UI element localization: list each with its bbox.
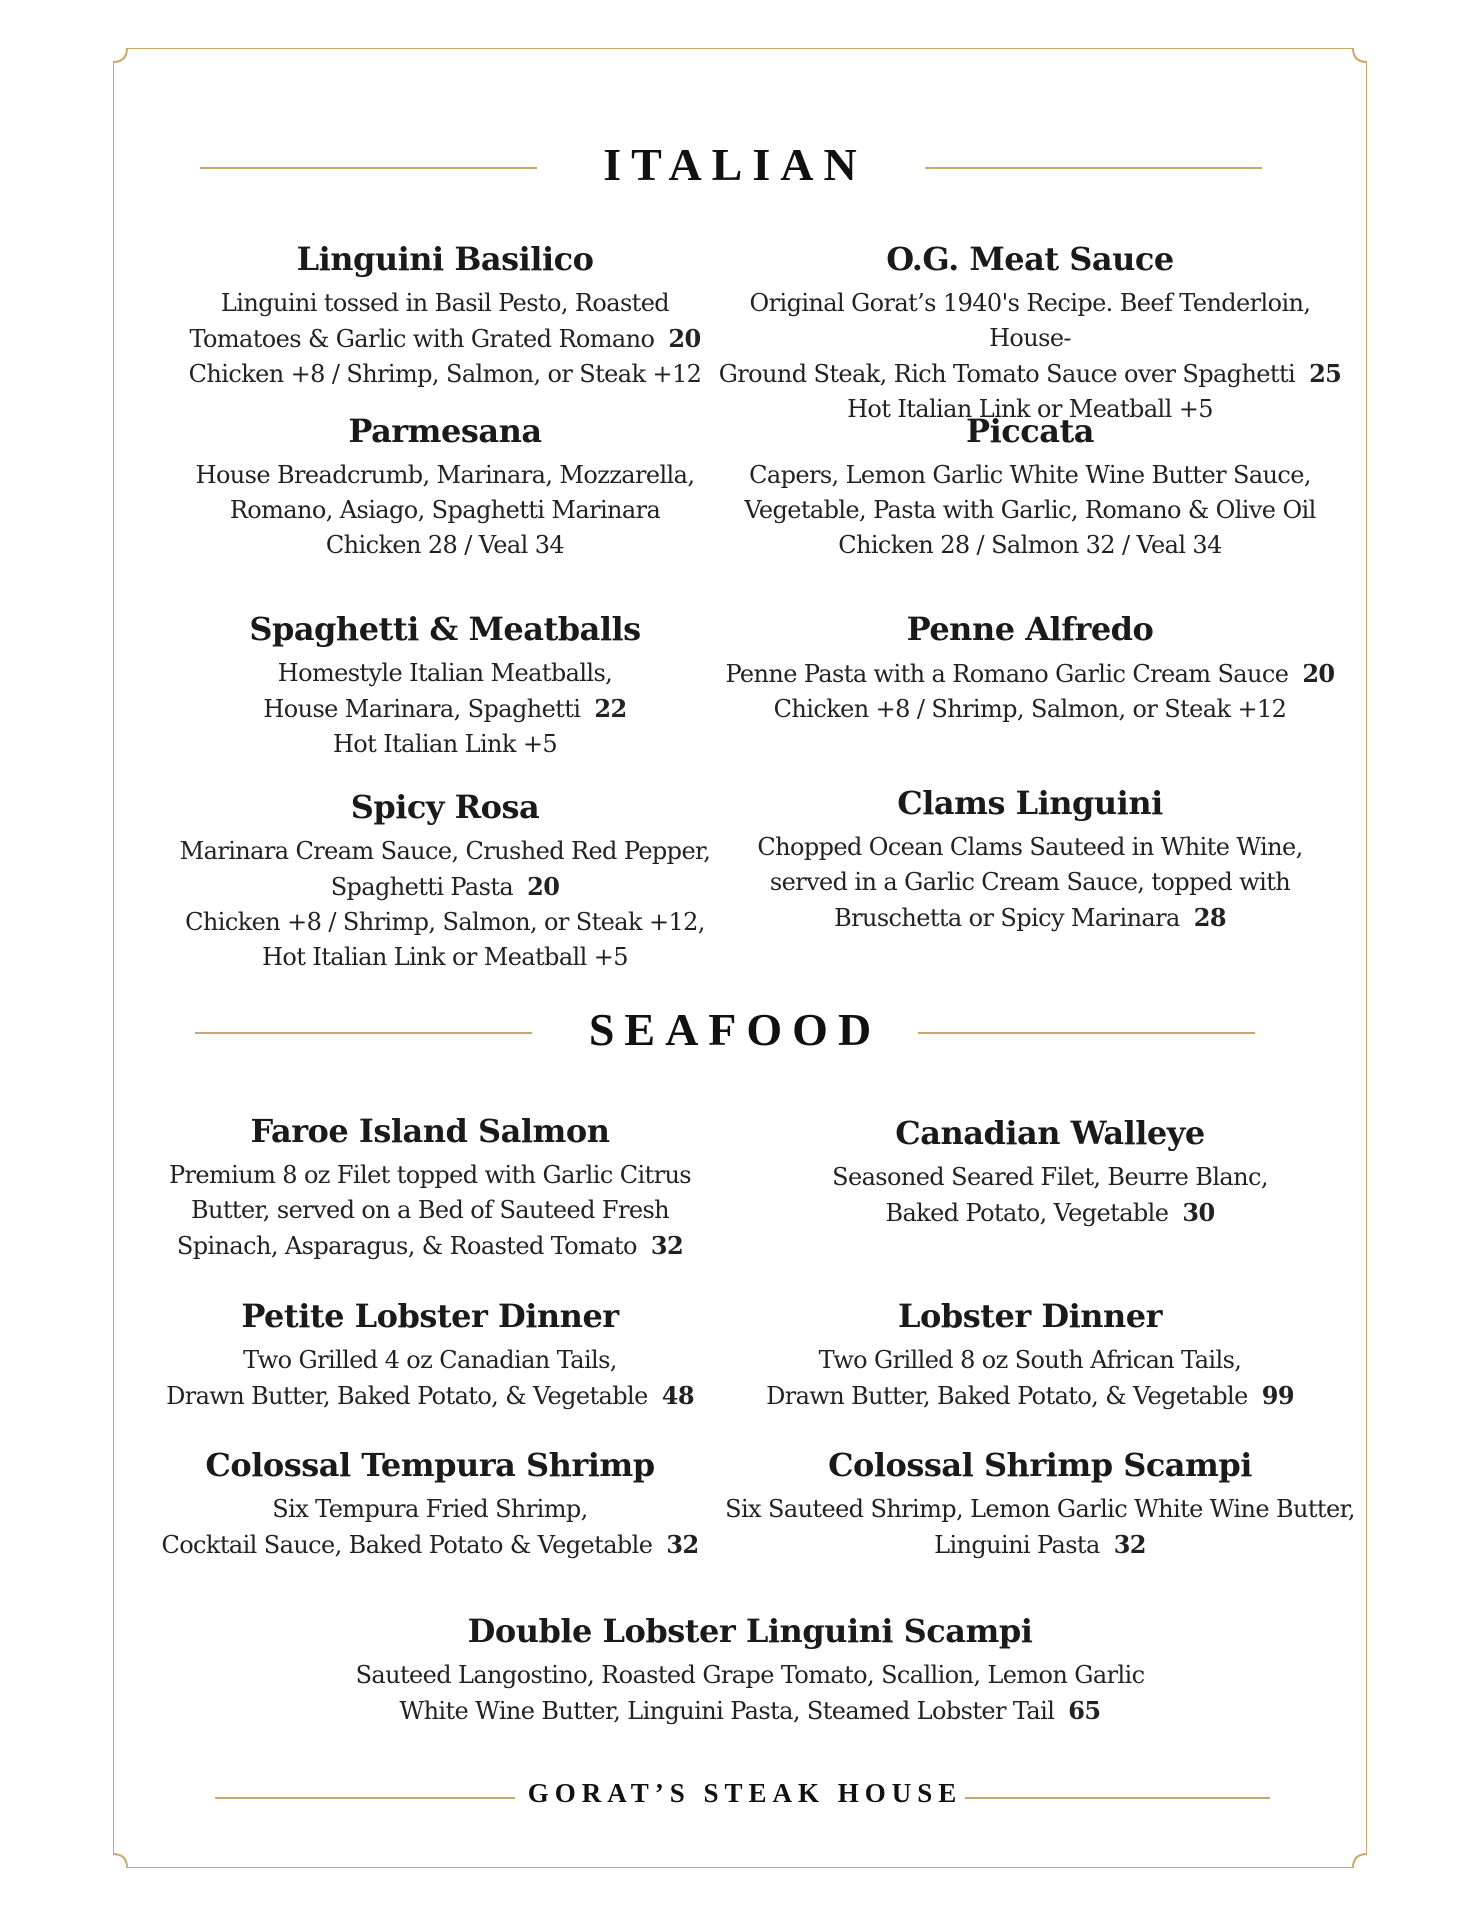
- item-description-line: Butter, served on a Bed of Sauteed Fresh: [190, 1196, 670, 1224]
- item-description: [140, 1492, 720, 1563]
- item-addons: Chicken +8 / Shrimp, Salmon, or Steak +12,: [185, 908, 705, 936]
- item-description-line: Vegetable, Pasta with Garlic, Romano & Olive Oil: [744, 496, 1316, 524]
- menu-item-petite-lobster-dinner: [140, 1297, 720, 1414]
- item-description: [160, 458, 730, 563]
- item-price: 32: [666, 1530, 699, 1559]
- menu-item-spicy-rosa: [160, 788, 730, 975]
- item-price: 32: [1113, 1530, 1146, 1559]
- item-name: Faroe Island Salmon: [250, 1112, 610, 1150]
- item-description-line: Ground Steak, Rich Tomato Sauce over Spaghetti: [718, 360, 1296, 388]
- item-description-line: House Marinara, Spaghetti: [263, 695, 581, 723]
- item-price: 65: [1068, 1696, 1101, 1725]
- item-name: O.G. Meat Sauce: [886, 240, 1174, 278]
- item-description: [710, 830, 1350, 936]
- item-addons: Chicken +8 / Shrimp, Salmon, or Steak +12: [188, 360, 702, 388]
- item-description-line: Two Grilled 8 oz South African Tails,: [818, 1346, 1242, 1374]
- item-name: Colossal Tempura Shrimp: [205, 1446, 655, 1484]
- restaurant-name: GORAT’S STEAK HOUSE: [527, 1778, 963, 1808]
- menu-item-linguini-basilico: [160, 240, 730, 392]
- item-description: [140, 1158, 720, 1264]
- item-name: Linguini Basilico: [296, 240, 594, 278]
- item-description-line: Linguini tossed in Basil Pesto, Roasted: [220, 289, 670, 317]
- item-name: Lobster Dinner: [897, 1297, 1163, 1335]
- item-description: [720, 1492, 1360, 1563]
- item-name: Spaghetti & Meatballs: [249, 610, 641, 648]
- item-description-line: Marinara Cream Sauce, Crushed Red Pepper,: [179, 837, 711, 865]
- item-price: 20: [527, 872, 560, 901]
- item-name: Double Lobster Linguini Scampi: [467, 1612, 1033, 1650]
- item-description-line: Baked Potato, Vegetable: [885, 1199, 1169, 1227]
- item-addons: Hot Italian Link or Meatball +5: [847, 395, 1213, 423]
- item-description-line: Capers, Lemon Garlic White Wine Butter Sauce,: [749, 461, 1311, 489]
- seafood-section-title: SEAFOOD: [588, 1004, 882, 1055]
- item-description-line: House Breadcrumb, Marinara, Mozzarella,: [195, 461, 695, 489]
- item-description: [710, 656, 1350, 727]
- item-description: [710, 458, 1350, 563]
- item-description-line: Two Grilled 4 oz Canadian Tails,: [243, 1346, 617, 1374]
- item-description: [300, 1658, 1200, 1729]
- menu-item-faroe-island-salmon: [140, 1112, 720, 1264]
- item-price: 20: [668, 324, 701, 353]
- item-price: 22: [594, 694, 627, 723]
- item-description: [160, 286, 730, 392]
- item-description: [160, 656, 730, 762]
- item-description-line: Premium 8 oz Filet topped with Garlic Citrus: [168, 1161, 692, 1189]
- item-prices: Chicken 28 / Salmon 32 / Veal 34: [838, 531, 1222, 559]
- item-description-line: Original Gorat’s 1940's Recipe. Beef Tenderloin, House-: [749, 289, 1311, 352]
- item-addons: Chicken +8 / Shrimp, Salmon, or Steak +12: [773, 695, 1287, 723]
- italian-section-title: ITALIAN: [603, 139, 867, 190]
- item-description-line: Spinach, Asparagus, & Roasted Tomato: [176, 1232, 637, 1260]
- seafood-section-header: [200, 1003, 1270, 1063]
- italian-section-header: [200, 138, 1270, 198]
- footer-brand: [210, 1778, 1280, 1818]
- menu-item-clams-linguini: [710, 784, 1350, 936]
- item-addons: Hot Italian Link +5: [332, 730, 558, 758]
- item-name: Spicy Rosa: [350, 788, 540, 826]
- menu-item-parmesana: [160, 412, 730, 563]
- menu-item-og-meat-sauce: [710, 240, 1350, 427]
- item-description-line: Drawn Butter, Baked Potato, & Vegetable: [766, 1382, 1248, 1410]
- item-description-line: Cocktail Sauce, Baked Potato & Vegetable: [161, 1531, 653, 1559]
- item-price: 48: [661, 1381, 694, 1410]
- item-description-line: Penne Pasta with a Romano Garlic Cream Sauce: [725, 660, 1289, 688]
- footer-divider-right: [965, 1797, 1270, 1799]
- item-price: 99: [1261, 1381, 1294, 1410]
- item-description: [740, 1160, 1360, 1231]
- item-price: 28: [1193, 903, 1226, 932]
- item-name: Petite Lobster Dinner: [241, 1297, 619, 1335]
- menu-item-lobster-dinner: [740, 1297, 1320, 1414]
- item-price: 30: [1182, 1198, 1215, 1227]
- item-prices: Chicken 28 / Veal 34: [325, 531, 565, 559]
- item-name: Canadian Walleye: [895, 1114, 1205, 1152]
- menu-item-spaghetti-meatballs: [160, 610, 730, 762]
- menu-item-canadian-walleye: [740, 1114, 1360, 1231]
- item-name: Piccata: [966, 412, 1094, 450]
- item-description-line: Six Sauteed Shrimp, Lemon Garlic White Wine Butter,: [725, 1495, 1355, 1523]
- item-description-line: Six Tempura Fried Shrimp,: [272, 1495, 588, 1523]
- item-description-line: Bruschetta or Spicy Marinara: [834, 904, 1180, 932]
- item-description: [160, 834, 730, 975]
- item-description-line: Chopped Ocean Clams Sauteed in White Wine,: [757, 833, 1303, 861]
- item-price: 25: [1309, 359, 1342, 388]
- menu-item-colossal-tempura-shrimp: [140, 1446, 720, 1563]
- item-description: [740, 1343, 1320, 1414]
- item-price: 20: [1302, 659, 1335, 688]
- item-description-line: Homestyle Italian Meatballs,: [277, 659, 613, 687]
- item-name: Penne Alfredo: [906, 610, 1154, 648]
- header-divider-right: [918, 1032, 1255, 1034]
- item-description: [710, 286, 1350, 427]
- item-name: Clams Linguini: [897, 784, 1163, 822]
- item-description-line: Seasoned Seared Filet, Beurre Blanc,: [832, 1163, 1268, 1191]
- item-description-line: Romano, Asiago, Spaghetti Marinara: [229, 496, 661, 524]
- menu-item-penne-alfredo: [710, 610, 1350, 727]
- item-description-line: White Wine Butter, Linguini Pasta, Steamed Lobster Tail: [399, 1697, 1055, 1725]
- item-description-line: Sauteed Langostino, Roasted Grape Tomato, Scallion, Lemon Garlic: [355, 1661, 1145, 1689]
- item-name: Parmesana: [348, 412, 542, 450]
- item-name: Colossal Shrimp Scampi: [828, 1446, 1252, 1484]
- item-price: 32: [650, 1231, 684, 1260]
- item-description-line: Drawn Butter, Baked Potato, & Vegetable: [166, 1382, 648, 1410]
- menu-item-colossal-shrimp-scampi: [720, 1446, 1360, 1563]
- menu-item-piccata: [710, 412, 1350, 563]
- item-description: [140, 1343, 720, 1414]
- item-description-line: served in a Garlic Cream Sauce, topped with: [769, 868, 1291, 896]
- item-description-line: Linguini Pasta: [934, 1531, 1100, 1559]
- menu-item-double-lobster-linguini-scampi: [300, 1612, 1200, 1729]
- item-description-line: Spaghetti Pasta: [330, 873, 514, 901]
- header-divider-right: [925, 167, 1262, 169]
- item-addons: Hot Italian Link or Meatball +5: [262, 943, 628, 971]
- item-description-line: Tomatoes & Garlic with Grated Romano: [189, 325, 655, 353]
